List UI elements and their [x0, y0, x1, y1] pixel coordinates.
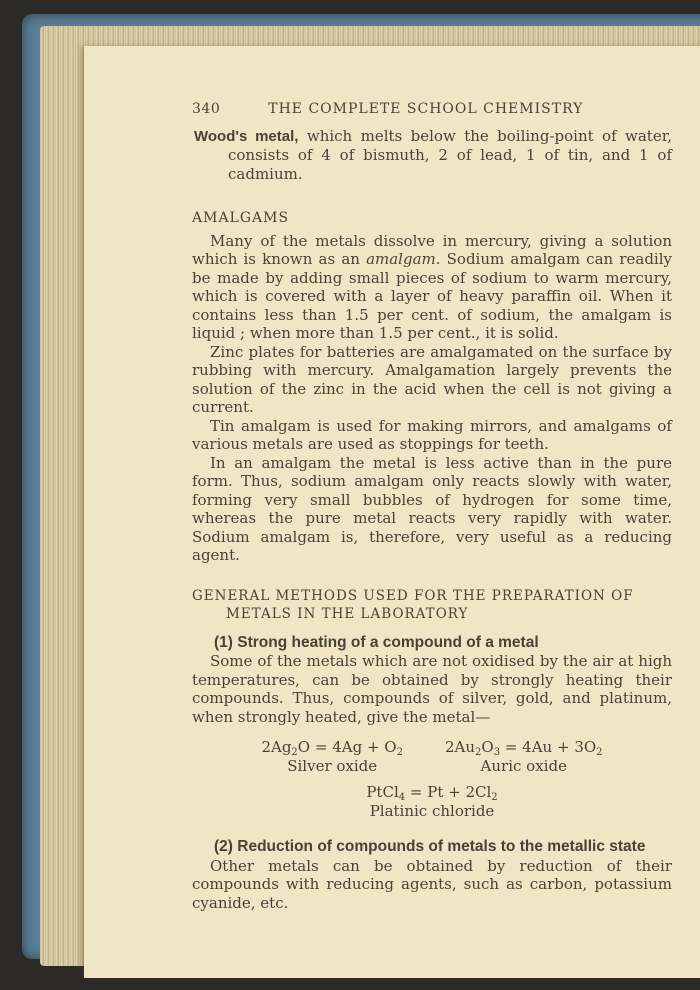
- amalgams-paragraph-2: Zinc plates for batteries are amalgamated on the surface by rubbing with mercury. Amalgamation largely prevents the solution of the zinc in the acid when the cell is not giving a current.: [192, 342, 672, 416]
- amalgams-heading: AMALGAMS: [192, 210, 290, 226]
- amalgams-p1-b: Sodium amalgam can readily be made by adding small pieces of sodium to warm mercury, which is covered with a layer of heavy paraffin oil. When it contains less than 1.5 per cent. of sodium, the amalgam is liquid ; when more than 1.5 per cent., it is solid.: [192, 250, 672, 342]
- equation-silver-oxide: [261, 738, 403, 775]
- woods-metal-text: which melts below the boiling-point of water, consists of 4 of bismuth, 2 of lead, 1 of tin, and 1 of cadmium.: [228, 126, 673, 183]
- running-head: [192, 100, 672, 119]
- method-1-subheading: (1) Strong heating of a compound of a metal: [214, 633, 539, 651]
- woods-metal-entry: [194, 127, 672, 184]
- silver-oxide-label: Silver oxide: [287, 756, 378, 775]
- equation-2: $2Au_2O_3 = 4Au + 3O_2$: [444, 738, 603, 758]
- platinic-chloride-label: Platinic chloride: [369, 801, 495, 820]
- method-2-paragraph: Other metals can be obtained by reduction of their compounds with reducing agents, such as carbon, potassium cyanide, etc.: [192, 856, 672, 912]
- amalgam-term: amalgam.: [366, 250, 441, 268]
- amalgams-paragraph-3: Tin amalgam is used for making mirrors, and amalgams of various metals are used as stoppings for teeth.: [192, 416, 672, 453]
- methods-heading: GENERAL METHODS USED FOR THE PREPARATION OF METALS IN THE LABORATORY: [192, 587, 634, 622]
- equation-auric-oxide: [445, 738, 603, 775]
- auric-oxide-label: Auric oxide: [480, 756, 567, 775]
- amalgams-paragraph-1: [192, 232, 672, 343]
- equation-row: [192, 738, 672, 775]
- equation-1: $2Ag_2O = 4Ag + O_2$: [261, 738, 403, 758]
- page-content: [192, 100, 672, 912]
- page-number: 340: [192, 101, 221, 117]
- method-1-paragraph: Some of the metals which are not oxidised by the air at high temperatures, can be obtained by strongly heating their compounds. Thus, compounds of silver, gold, and platinum, when strongly heated, give the metal—: [192, 652, 672, 726]
- amalgams-paragraph-4: In an amalgam the metal is less active than in the pure form. Thus, sodium amalgam only reacts slowly with water, forming very small bubbles of hydrogen for some time, whereas the pure metal reacts very rapidly with water. Sodium amalgam is, therefore, very useful as a reducing agent.: [192, 453, 672, 564]
- equation-3: PtCl$_4$ = $Pt + 2Cl_2$: [366, 783, 498, 803]
- amalgams-p1-a: Many of the metals dissolve in mercury, giving a solution which is known as an: [192, 231, 672, 268]
- woods-metal-term: Wood's metal,: [194, 127, 299, 145]
- running-title: THE COMPLETE SCHOOL CHEMISTRY: [268, 101, 584, 117]
- method-2-subheading: (2) Reduction of compounds of metals to the metallic state: [214, 838, 646, 855]
